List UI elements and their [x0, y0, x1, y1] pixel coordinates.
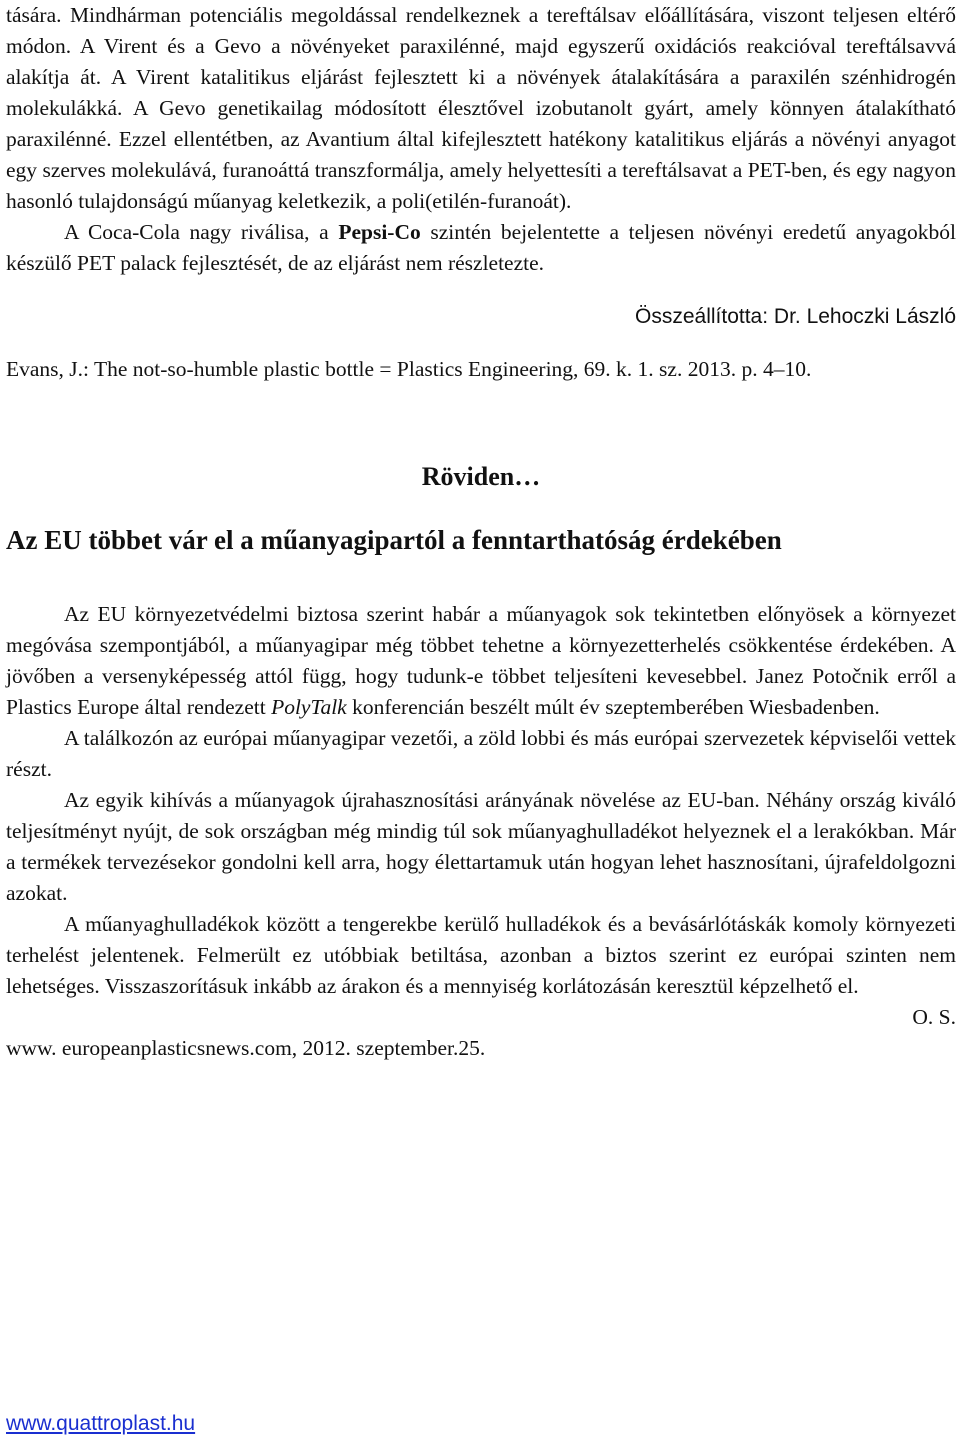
article2-paragraph-1: [6, 599, 956, 723]
company-name-pepsico: Pepsi-Co: [338, 220, 421, 244]
article2-paragraph-3: Az egyik kihívás a műanyagok újrahasznosítási arányának növelése az EU-ban. Néhány ország kiváló teljesítményt nyújt, de sok országban még mindig túl sok műanyaghulladékot helyeznek el a lerakókban. Már a termékek tervezésekor gondolni kell arra, hogy élettartamuk után hogyan lehet hasznosítani, újrafeldolgozni azokat.: [6, 788, 956, 905]
article1-paragraph-2-rest: szintén bejelentette a teljesen növényi eredetű anyagokból készülő PET palack fejlesztését, de az eljárást nem részletezte.: [6, 220, 956, 275]
article1-paragraph-2-lead: A Coca-Cola nagy riválisa, a: [64, 220, 339, 244]
footer-website-link[interactable]: www.quattroplast.hu: [6, 1412, 196, 1435]
article2-signature: O. S.: [912, 1005, 956, 1029]
article2-paragraph-2: A találkozón az európai műanyagipar vezetői, a zöld lobbi és más európai szervezetek képviselői vettek részt.: [6, 726, 956, 781]
author-credit: Összeállította: Dr. Lehoczki László: [635, 305, 956, 328]
article2-paragraph-1-rest: konferencián beszélt múlt év szeptemberében Wiesbadenben.: [346, 695, 880, 719]
section-heading: Röviden…: [421, 462, 541, 491]
article1-paragraph-1: tására. Mindhárman potenciális megoldással rendelkeznek a tereftálsav előállítására, viszont teljesen eltérő módon. A Virent és a Gevo a növényeket paraxilénné, majd egyszerű oxidációs reakcióval tereftálsavvá alakítja át. A Virent katalitikus eljárást fejlesztett ki a növények átalakítására a paraxilén szénhidrogén molekulákká. A Gevo genetikailag módosított élesztővel izobutanolt gyárt, amely könnyen átalakítható paraxilénné. Ezzel ellentétben, az Avantium által kifejlesztett hatékony katalitikus eljárás a növényi anyagot egy szerves molekulává, furanoáttá transzformálja, amely helyettesíti a tereftálsavat a PET-ben, és egy nagyon hasonló tulajdonságú műanyag keletkezik, a poli(etilén-furanoát).: [6, 3, 956, 213]
article1-paragraph-2: [6, 217, 956, 279]
event-name-polytalk: PolyTalk: [271, 695, 347, 719]
article1-reference: Evans, J.: The not-so-humble plastic bottle = Plastics Engineering, 69. k. 1. sz. 2013. p. 4–10.: [6, 357, 812, 381]
article2-paragraph-4: A műanyaghulladékok között a tengerekbe kerülő hulladékok és a bevásárlótáskák komoly környezeti terhelést jelentenek. Felmerült ez utóbbiak betiltása, azonban a biztos szerint ez európai szinten nem lehetséges. Visszaszorításuk inkább az árakon és a mennyiség korlátozásán keresztül képzelhető el.: [6, 912, 956, 998]
page-content: [6, 0, 956, 1064]
article2-title: Az EU többet vár el a műanyagipartól a fenntarthatóság érdekében: [6, 525, 782, 555]
article2-source: www. europeanplasticsnews.com, 2012. szeptember.25.: [6, 1036, 486, 1060]
article2-paragraph-1-lead: Az EU környezetvédelmi biztosa szerint habár a műanyagok sok tekintetben előnyösek a környezet megóvása szempontjából, a műanyagipar még többet tehetne a környezetterhelés csökkentése érdekében. A jövőben a versenyképesség attól függ, hogy tudunk-e többet teljesíteni kevesebbel. Janez Potočnik erről a Plastics Europe által rendezett: [6, 602, 956, 719]
